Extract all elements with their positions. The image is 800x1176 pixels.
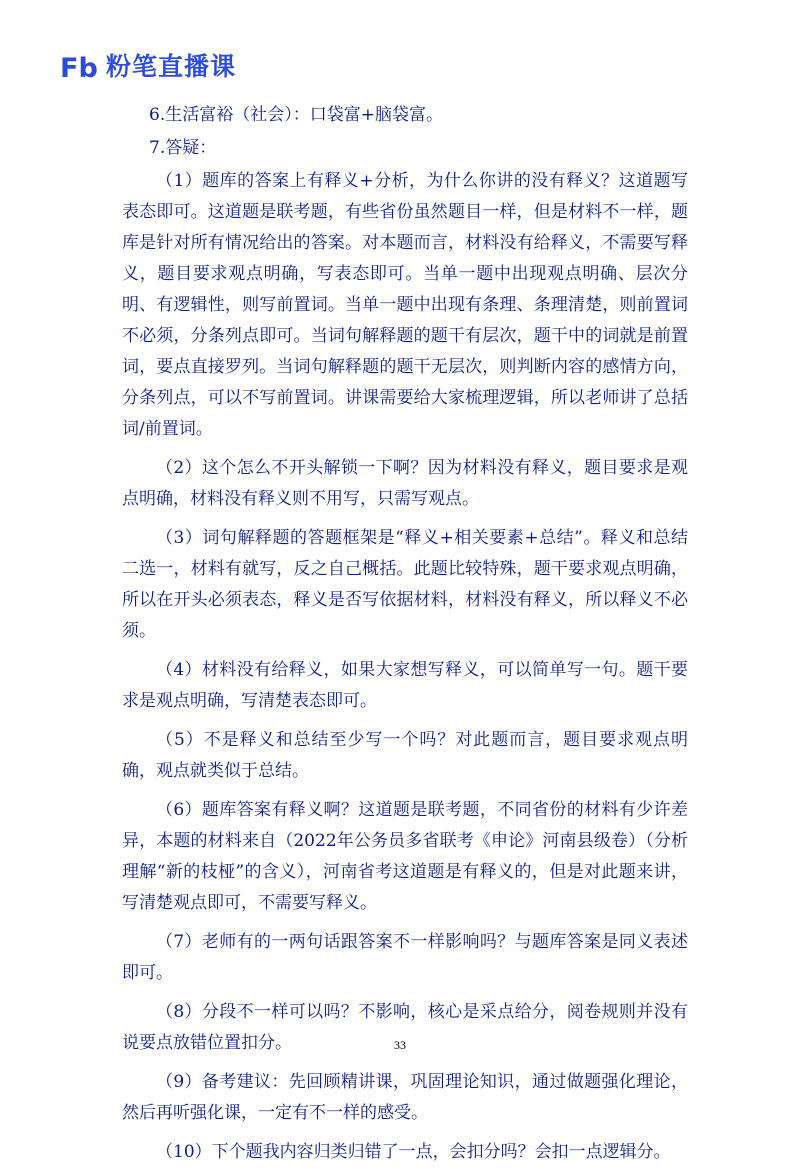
fenbi-logo-icon [60, 52, 100, 82]
qa-paragraph-2: （2）这个怎么不开头解锁一下啊？因为材料没有释义，题目要求是观点明确，材料没有释义则不用写，只需写观点。 [122, 458, 688, 509]
qa-paragraph-5: （5）不是释义和总结至少写一个吗？对此题而言，题目要求观点明确，观点就类似于总结。 [122, 730, 688, 781]
qa-paragraph-1: （1）题库的答案上有释义+分析，为什么你讲的没有释义？这道题写表态即可。这道题是联考题，有些省份虽然题目一样，但是材料不一样，题库是针对所有情况给出的答案。对本题而言，材料没有给释义，不需要写释义，题目要求观点明确，写表态即可。当单一题中出现观点明确、层次分明、有逻辑性，则写前置词。当单一题中出现有条理、条理清楚，则前置词不必须，分条列点即可。当词句解释题的题干有层次，题干中的词就是前置词，要点直接罗列。当词句解释题的题干无层次，则判断内容的感情方向，分条列点，可以不写前置词。讲课需要给大家梳理逻辑，所以老师讲了总括词/前置词。 [122, 171, 688, 439]
qa-paragraph-10: （10）下个题我内容归类归错了一点，会扣分吗？会扣一点逻辑分。 [156, 1142, 671, 1162]
qa-paragraph-8: （8）分段不一样可以吗？不影响，核心是采点给分，阅卷规则并没有说要点放错位置扣分。 [122, 1002, 688, 1053]
section-heading-7: 7.答疑： [149, 138, 217, 158]
qa-paragraph-4: （4）材料没有给释义，如果大家想写释义，可以简单写一句。题干要求是观点明确，写清楚表态即可。 [122, 660, 688, 711]
brand-name: 粉笔直播课 [106, 52, 237, 81]
qa-paragraph-3: （3）词句解释题的答题框架是“释义+相关要素+总结”。释义和总结二选一，材料有就写，反之自己概括。此题比较特殊，题干要求观点明确，所以在开头必须表态，释义是否写依据材料，材料没有释义，所以释义不必须。 [122, 528, 688, 641]
svg-text:Fb: Fb [60, 53, 98, 82]
qa-paragraph-7: （7）老师有的一两句话跟答案不一样影响吗？与题库答案是同义表述即可。 [122, 932, 688, 983]
page-header [60, 50, 236, 84]
section-heading-6: 6.生活富裕（社会）：口袋富+脑袋富。 [149, 105, 443, 125]
page-number: 33 [394, 1038, 406, 1052]
document-body [122, 100, 688, 1176]
qa-paragraph-9: （9）备考建议：先回顾精讲课，巩固理论知识，通过做题强化理论，然后再听强化课，一定有不一样的感受。 [122, 1072, 688, 1123]
qa-paragraph-6: （6）题库答案有释义啊？这道题是联考题，不同省份的材料有少许差异，本题的材料来自（2022年公务员多省联考《申论》河南县级卷）（分析理解“新的枝桠”的含义），河南省考这道题是有释义的，但是对此题来讲，写清楚观点即可，不需要写释义。 [122, 800, 688, 913]
